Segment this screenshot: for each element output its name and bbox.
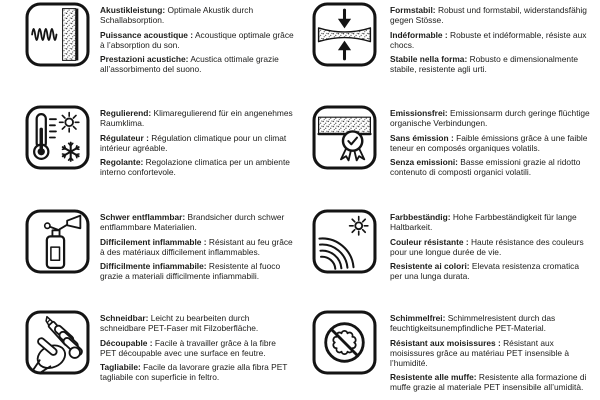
feature-description: Robust und formstabil, widerstandsfähig gegen Stösse. xyxy=(390,5,587,25)
feature-description: Hohe Farbbeständigkeit für lange Haltbarkeit. xyxy=(390,212,577,232)
fire-extinguisher-icon xyxy=(25,209,90,274)
certified-material-icon xyxy=(312,105,377,170)
feature-term: Régulateur : xyxy=(100,132,149,143)
feature-paragraph xyxy=(100,5,294,25)
feature-description: Schimmelresistent durch das feuchtigkeitsunempfindliche PET-Material. xyxy=(390,313,556,333)
feature-description: Resistente al fuoco grazie a materiali difficilmente infiammabili. xyxy=(100,261,281,281)
feature-description: Resistente alla formazione di muffe grazie al materiale PET insensibile all’umidità. xyxy=(390,372,587,392)
feature-term: Sans émission : xyxy=(390,132,454,143)
feature-paragraph xyxy=(100,338,294,358)
feature-paragraph xyxy=(100,261,294,281)
feature-term: Schneidbar: xyxy=(100,313,149,323)
feature-texts xyxy=(377,310,600,397)
feature-paragraph xyxy=(390,108,592,128)
feature-paragraph xyxy=(100,313,294,333)
feature-term: Senza emissioni: xyxy=(390,157,458,167)
no-mold-icon xyxy=(312,310,377,375)
feature-description: Résistant aux moisissures grâce au matériau PET insensible à l’humidité. xyxy=(390,337,570,368)
feature-description: Robusto e dimensionalmente stabile, resistente agli urti. xyxy=(390,54,579,74)
feature-paragraph xyxy=(390,338,592,368)
feature-term: Indéformable : xyxy=(390,29,448,40)
feature-texts xyxy=(90,2,300,79)
feature-term: Regulierend: xyxy=(100,108,152,118)
feature-emission-free xyxy=(300,103,600,207)
hand-cutter-icon xyxy=(25,310,90,375)
acoustic-icon xyxy=(25,2,90,67)
feature-paragraph xyxy=(100,237,294,257)
feature-term: Schwer entflammbar: xyxy=(100,212,186,222)
feature-term: Tagliabile: xyxy=(100,362,141,372)
feature-description: Brandsicher durch schwer entflammbare Materialien. xyxy=(100,212,285,232)
compression-arrows-icon xyxy=(312,2,377,67)
feature-cuttable xyxy=(0,308,300,400)
feature-shape-stability xyxy=(300,0,600,103)
feature-term: Formstabil: xyxy=(390,5,436,15)
feature-term: Resistente alle muffe: xyxy=(390,372,477,382)
feature-description: Regolazione climatica per un ambiente interno confortevole. xyxy=(100,157,290,177)
feature-texts xyxy=(90,105,300,182)
feature-description: Résistant au feu grâce à des matériaux difficilement inflammables. xyxy=(100,236,293,257)
feature-description: Optimale Akustik durch Schallabsorption. xyxy=(100,5,254,25)
feature-term: Resistente ai colori: xyxy=(390,261,470,271)
feature-description: Facile da lavorare grazie alla fibra PET tagliabile con superficie in feltro. xyxy=(100,362,288,382)
feature-term: Difficilement inflammable : xyxy=(100,236,207,247)
rainbow-sun-icon xyxy=(312,209,377,274)
feature-paragraph xyxy=(390,372,592,392)
feature-description: Emissionsarm durch geringe flüchtige organische Verbindungen. xyxy=(390,108,590,128)
feature-term: Couleur résistante : xyxy=(390,236,469,247)
feature-paragraph xyxy=(390,54,592,74)
feature-texts xyxy=(90,310,300,387)
feature-paragraph xyxy=(100,362,294,382)
feature-description: Acoustique optimale grâce à l’absorption du son. xyxy=(100,29,294,50)
feature-paragraph xyxy=(100,157,294,177)
feature-description: Elevata resistenza cromatica per una lunga durata. xyxy=(390,261,579,281)
feature-paragraph xyxy=(390,157,592,177)
feature-texts xyxy=(377,105,600,182)
feature-description: Klimaregulierend für ein angenehmes Raumklima. xyxy=(100,108,293,128)
feature-paragraph xyxy=(390,237,592,257)
feature-description: Haute résistance des couleurs pour une longue durée de vie. xyxy=(390,236,584,257)
feature-term: Regolante: xyxy=(100,157,144,167)
feature-paragraph xyxy=(390,5,592,25)
feature-paragraph xyxy=(100,133,294,153)
feature-description: Facile à travailler grâce à la fibre PET découpable avec une surface en feutre. xyxy=(100,337,276,358)
feature-description: Leicht zu bearbeiten durch schneidbare PET-Faser mit Filzoberfläche. xyxy=(100,313,259,333)
feature-texts xyxy=(377,209,600,286)
feature-texts xyxy=(377,2,600,79)
feature-term: Schimmelfrei: xyxy=(390,313,446,323)
feature-term: Stabile nella forma: xyxy=(390,54,468,64)
feature-paragraph xyxy=(100,54,294,74)
feature-texts xyxy=(90,209,300,286)
feature-term: Akustikleistung: xyxy=(100,5,166,15)
feature-description: Robuste et indéformable, résiste aux chocs. xyxy=(390,29,587,50)
feature-term: Difficilmente infiammabile: xyxy=(100,261,207,271)
feature-description: Basse emissioni grazie al ridotto contenuto di composti organici volatili. xyxy=(390,157,581,177)
feature-term: Résistant aux moisissures : xyxy=(390,337,501,348)
feature-paragraph xyxy=(390,261,592,281)
feature-paragraph xyxy=(390,30,592,50)
feature-mold-free xyxy=(300,308,600,400)
feature-flame-retardant xyxy=(0,207,300,308)
thermometer-climate-icon xyxy=(25,105,90,170)
feature-description: Acustica ottimale grazie all’assorbimento del suono. xyxy=(100,54,279,74)
feature-paragraph xyxy=(100,30,294,50)
feature-term: Emissionsfrei: xyxy=(390,108,448,118)
feature-paragraph xyxy=(390,133,592,153)
feature-description: Régulation climatique pour un climat intérieur agréable. xyxy=(100,132,287,153)
feature-paragraph xyxy=(100,212,294,232)
feature-description: Faible émissions grâce à une faible teneur en composés organiques volatils. xyxy=(390,132,588,153)
feature-term: Puissance acoustique : xyxy=(100,29,194,40)
feature-paragraph xyxy=(390,313,592,333)
feature-paragraph xyxy=(390,212,592,232)
feature-term: Découpable : xyxy=(100,337,153,348)
feature-acoustic xyxy=(0,0,300,103)
feature-term: Prestazioni acustiche: xyxy=(100,54,189,64)
feature-color-fast xyxy=(300,207,600,308)
feature-term: Farbbeständig: xyxy=(390,212,451,222)
feature-paragraph xyxy=(100,108,294,128)
feature-climate-regulating xyxy=(0,103,300,207)
